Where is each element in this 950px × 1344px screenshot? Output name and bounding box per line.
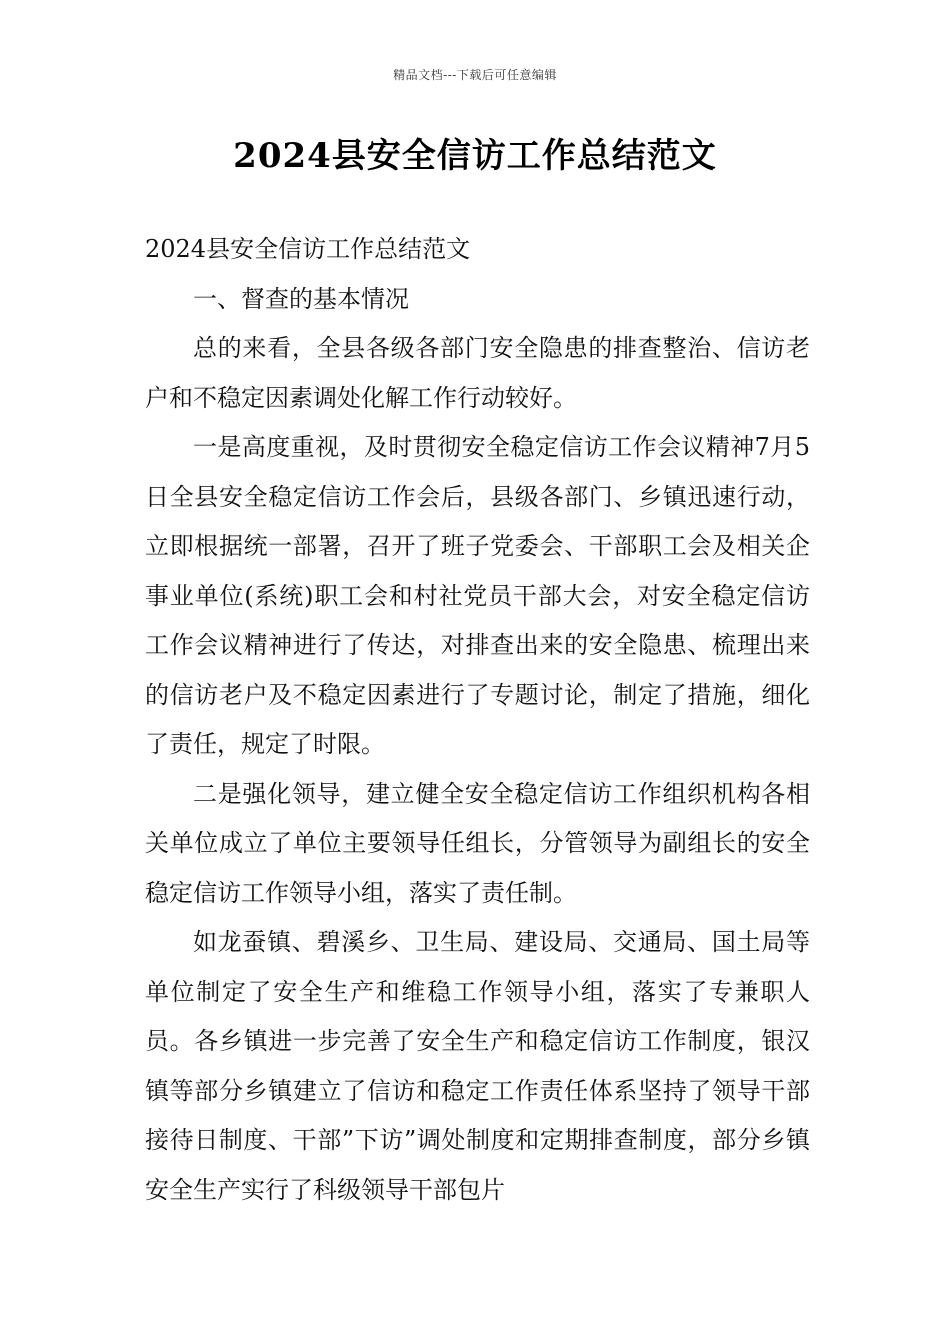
paragraph-subtitle: 2024县安全信访工作总结范文	[145, 235, 471, 263]
paragraph: 总的来看，全县各级各部门安全隐患的排查整治、信访老户和不稳定因素调处化解工作行动较好。	[145, 334, 810, 412]
paragraph-section-heading: 一、督查的基本情况	[193, 284, 409, 313]
paragraph: 一是高度重视，及时贯彻安全稳定信访工作会议精神7月5日全县安全稳定信访工作会后，县级各部门、乡镇迅速行动，立即根据统一部署，召开了班子党委会、干部职工会及相关企事业单位(系统)职工会和村社党员干部大会，对安全稳定信访工作会议精神进行了传达，对排查出来的安全隐患、梳理出来的信访老户及不稳定因素进行了专题讨论，制定了措施，细化了责任，规定了时限。	[145, 433, 810, 758]
document-body	[145, 225, 810, 1215]
paragraph: 二是强化领导，建立健全安全稳定信访工作组织机构各相关单位成立了单位主要领导任组长，分管领导为副组长的安全稳定信访工作领导小组，落实了责任制。	[145, 779, 810, 907]
header-note: 精品文档---下载后可任意编辑	[393, 68, 557, 82]
document-title: 2024县安全信访工作总结范文	[233, 136, 717, 176]
paragraph: 如龙蚕镇、碧溪乡、卫生局、建设局、交通局、国土局等单位制定了安全生产和维稳工作领导小组，落实了专兼职人员。各乡镇进一步完善了安全生产和稳定信访工作制度，银汉镇等部分乡镇建立了信访和稳定工作责任体系坚持了领导干部接待日制度、干部”下访”调处制度和定期排查制度，部分乡镇安全生产实行了科级领导干部包片	[145, 928, 810, 1204]
